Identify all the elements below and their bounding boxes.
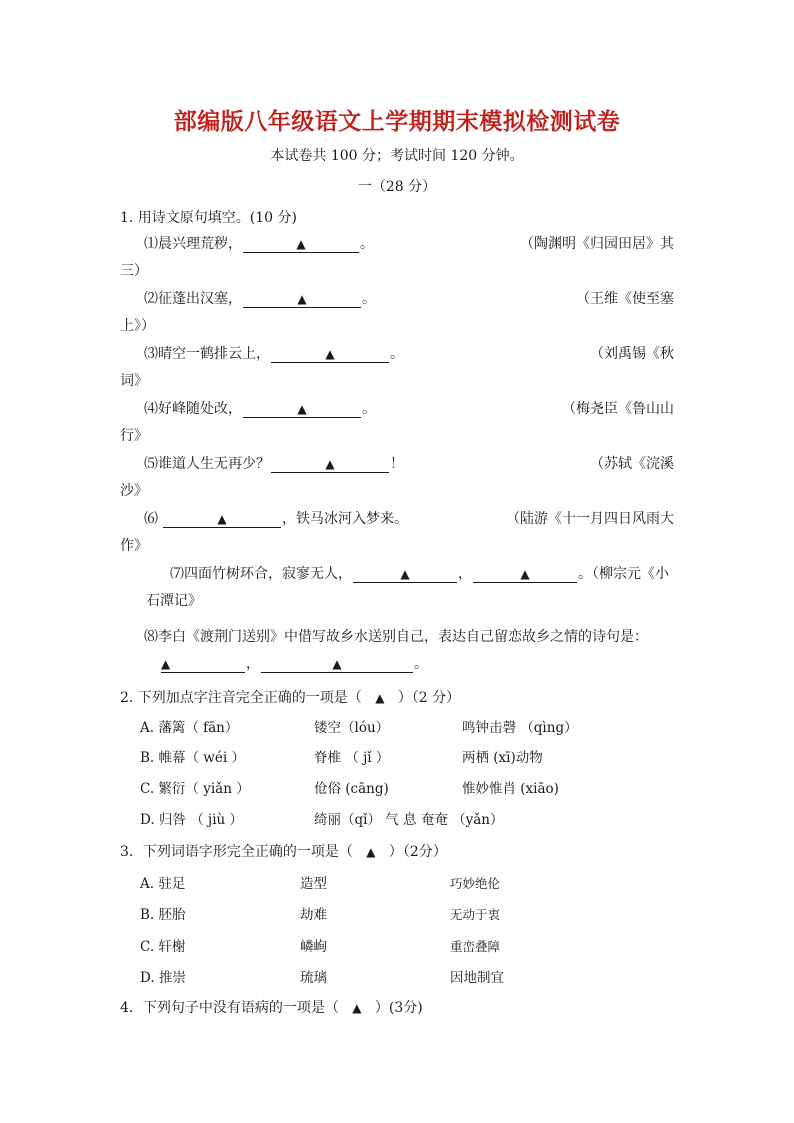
triangle-marker: ▲ — [325, 347, 335, 361]
q3-option-c-1: C. 轩榭 — [140, 939, 186, 955]
answer-blank[interactable] — [161, 656, 245, 673]
q3-option-c-2: 嶙峋 — [300, 939, 327, 955]
q2-option-c-1: C. 繁衍（ yiǎn ） — [140, 781, 250, 797]
answer-blank[interactable] — [353, 566, 457, 583]
answer-blank[interactable] — [243, 291, 361, 308]
q2-option-d-2: 绮丽（qǐ） 气 息 奄奄 （yǎn） — [314, 812, 504, 828]
triangle-marker: ▲ — [520, 567, 530, 581]
q3-option-d-3: 因地制宜 — [450, 970, 504, 986]
answer-blank[interactable] — [243, 236, 359, 253]
q3-option-a-2: 造型 — [300, 876, 327, 892]
page-title: 部编版八年级语文上学期期末模拟检测试卷 — [173, 109, 621, 135]
q3-option-b-3: 无动于衷 — [450, 907, 501, 922]
triangle-marker: ▲ — [375, 691, 385, 705]
answer-blank[interactable] — [261, 656, 413, 673]
q2-option-c-2: 伧俗 (cāng) — [314, 781, 389, 797]
triangle-marker: ▲ — [297, 292, 307, 306]
q2-option-a-3: 鸣钟击磬 （qìng） — [462, 720, 578, 736]
triangle-marker: ▲ — [332, 657, 342, 671]
answer-blank[interactable] — [271, 456, 389, 473]
triangle-marker: ▲ — [217, 512, 227, 526]
q1-item-4: ⑷好峰随处改， ▲ 。 — [144, 401, 376, 417]
q1-item-1-source: （陶渊明《归园田居》其 — [520, 236, 674, 252]
exam-info: 本试卷共 100 分；考试时间 120 分钟。 — [270, 148, 524, 164]
q1-item-4-source: （梅尧臣《鲁山山 — [562, 401, 674, 417]
q2-option-c-3: 惟妙惟肖 (xiāo) — [462, 781, 559, 797]
q2-option-b-1: B. 帷幕（ wéi ） — [140, 750, 245, 766]
q2-option-b-3: 两栖 (xī)动物 — [462, 750, 543, 766]
q2-option-a-2: 镂空（lóu） — [314, 720, 390, 736]
q1-item-8: ⑻李白《渡荆门送别》中借写故乡水送别自己，表达自己留恋故乡之情的诗句是： — [144, 629, 648, 645]
q3-option-b-1: B. 胚胎 — [140, 907, 186, 923]
answer-blank[interactable] — [271, 346, 389, 363]
q2-option-b-2: 脊椎 （ jǐ ） — [314, 750, 390, 766]
answer-blank[interactable] — [473, 566, 577, 583]
q3-heading: 3．下列词语字形完全正确的一项是（ ▲ ）（2分） — [120, 844, 447, 860]
q3-option-d-1: D. 推崇 — [140, 970, 186, 986]
q3-option-a-1: A. 驻足 — [140, 876, 186, 892]
q1-item-2-source: （王维《使至塞 — [576, 291, 674, 307]
q1-heading: 1. 用诗文原句填空。(10 分) — [120, 210, 297, 226]
q3-option-d-2: 琉璃 — [300, 970, 327, 986]
q4-heading: 4．下列句子中没有语病的一项是（ ▲ ）(3分) — [120, 1000, 423, 1016]
q1-item-1: ⑴晨兴理荒秽， ▲ 。 — [144, 236, 374, 252]
q1-item-2: ⑵征蓬出汉塞， ▲ 。 — [144, 291, 376, 307]
q3-option-a-3: 巧妙绝伦 — [450, 876, 501, 891]
triangle-marker: ▲ — [296, 237, 306, 251]
q2-heading: 2. 下列加点字注音完全正确的一项是（ ▲ ）（2 分） — [120, 690, 461, 706]
answer-blank[interactable] — [243, 401, 361, 418]
q1-item-1-source-cont: 三） — [120, 263, 148, 279]
q2-option-a-1: A. 藩篱（ fān） — [140, 720, 239, 736]
q3-option-b-2: 劫难 — [300, 907, 327, 923]
q1-item-6-source: （陆游《十一月四日风雨大 — [506, 511, 674, 527]
q1-item-6: ⑹ ▲ ，铁马冰河入梦来。 — [144, 511, 408, 527]
q1-item-3-source-cont: 词》 — [120, 373, 148, 389]
q1-item-7: ⑺四面竹树环合，寂寥无人， ▲ ， ▲ 。（柳宗元《小 — [170, 566, 669, 582]
triangle-marker: ▲ — [161, 657, 171, 671]
q1-item-6-source-cont: 作》 — [120, 538, 148, 554]
triangle-marker: ▲ — [366, 845, 376, 859]
q1-item-8-answers: ▲ ， ▲ 。 — [161, 656, 428, 672]
answer-blank[interactable] — [163, 511, 281, 528]
q1-item-5: ⑸谁道人生无再少？ ▲ ！ — [144, 456, 404, 472]
q1-item-7-source-cont: 石潭记》 — [146, 593, 202, 609]
q1-item-5-source-cont: 沙》 — [120, 483, 148, 499]
q1-item-3: ⑶晴空一鹤排云上， ▲ 。 — [144, 346, 404, 362]
q2-option-d-1: D. 归咎 （ jiù ） — [140, 812, 243, 828]
q1-item-2-source-cont: 上》） — [120, 318, 155, 334]
section-heading: 一（28 分） — [357, 179, 437, 195]
q3-option-c-3: 重峦叠障 — [450, 939, 501, 954]
q1-item-4-source-cont: 行》 — [120, 428, 148, 444]
triangle-marker: ▲ — [352, 1001, 362, 1015]
triangle-marker: ▲ — [325, 457, 335, 471]
q1-item-5-source: （苏轼《浣溪 — [590, 456, 674, 472]
q1-item-3-source: （刘禹锡《秋 — [590, 346, 674, 362]
triangle-marker: ▲ — [400, 567, 410, 581]
triangle-marker: ▲ — [297, 402, 307, 416]
